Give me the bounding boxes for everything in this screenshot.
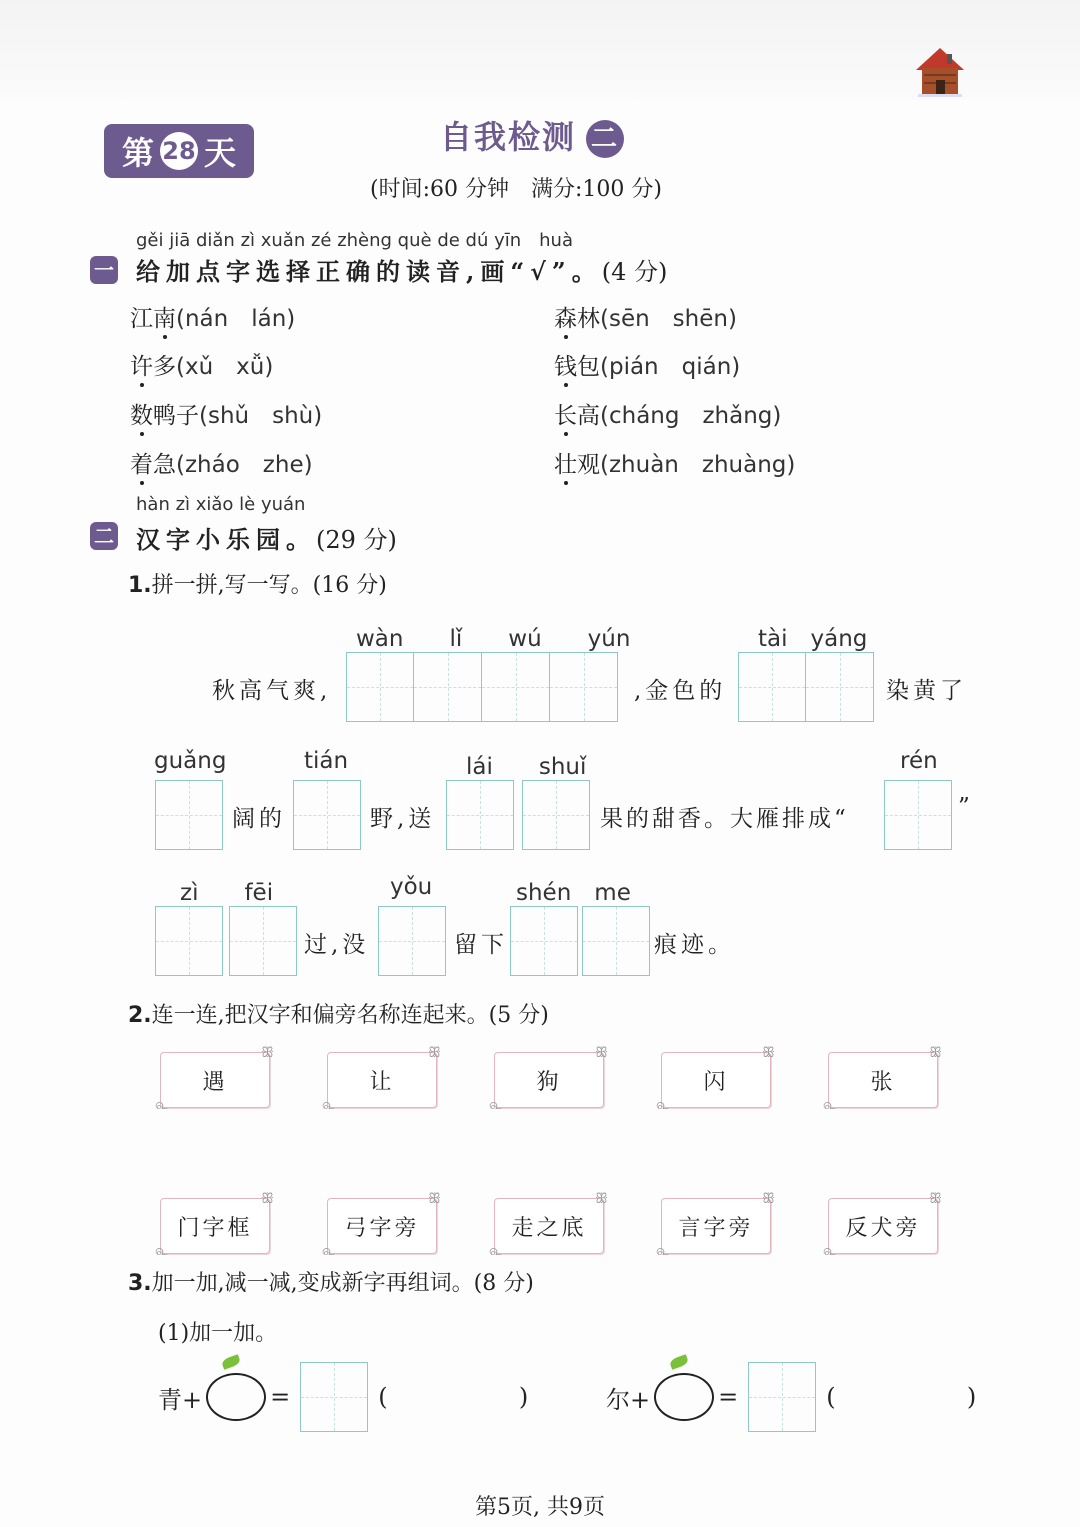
answer-parens[interactable]: ( ) bbox=[378, 1383, 529, 1411]
s1-options: (shǔ shù) bbox=[199, 403, 323, 429]
s1-word: 长高 bbox=[554, 403, 600, 429]
q1-line3-text-1: 过,没 bbox=[304, 932, 370, 958]
section2-heading-text: 汉字小乐园。 bbox=[136, 525, 316, 554]
day-suffix: 天 bbox=[204, 134, 237, 172]
s1-item-6 bbox=[554, 397, 781, 430]
s1-item-7 bbox=[130, 446, 313, 479]
day-badge bbox=[104, 124, 254, 178]
s1-options: (cháng zhǎng) bbox=[600, 403, 782, 429]
section2-score: (29 分) bbox=[316, 526, 397, 554]
card-label: 走之底 bbox=[511, 1215, 587, 1241]
q1-line3-box-2 bbox=[378, 906, 446, 976]
snail-icon: ௳ bbox=[322, 1243, 338, 1259]
writing-box[interactable] bbox=[446, 780, 514, 850]
writing-box[interactable] bbox=[550, 652, 618, 722]
writing-box[interactable] bbox=[155, 906, 223, 976]
writing-box[interactable] bbox=[738, 652, 806, 722]
char-card[interactable] bbox=[322, 1045, 444, 1113]
section1-pinyin: gěi jiā diǎn zì xuǎn zé zhèng què de dú yīn huà bbox=[136, 230, 574, 251]
radical-card[interactable] bbox=[823, 1191, 945, 1259]
snail-icon: ௳ bbox=[823, 1243, 839, 1259]
q1-line1-text-1: 秋高气爽, bbox=[212, 678, 332, 704]
snail-icon: ௳ bbox=[489, 1243, 505, 1259]
card-label: 弓字旁 bbox=[344, 1215, 420, 1241]
writing-box[interactable] bbox=[414, 652, 482, 722]
s1-item-4 bbox=[554, 348, 740, 381]
q1-line2-pinyin-3: lái shuǐ bbox=[466, 754, 587, 780]
s1-item-3 bbox=[130, 348, 273, 381]
q1-line1-text-2: ,金色的 bbox=[634, 678, 727, 704]
s1-word: 钱包 bbox=[554, 354, 600, 380]
snail-icon: ௳ bbox=[656, 1243, 672, 1259]
page-title bbox=[440, 112, 624, 158]
q1-line2-text-1: 阔的 bbox=[232, 806, 286, 832]
q3-equation-2 bbox=[606, 1362, 976, 1432]
butterfly-icon: ꕥ bbox=[929, 1045, 945, 1061]
answer-parens[interactable]: ( ) bbox=[826, 1383, 977, 1411]
writing-box[interactable] bbox=[522, 780, 590, 850]
s1-word: 壮观 bbox=[554, 452, 600, 478]
q3-number: 3. bbox=[128, 1271, 152, 1296]
s1-item-8 bbox=[554, 446, 795, 479]
q1-line2-box-2 bbox=[293, 780, 361, 850]
q2-number: 2. bbox=[128, 1003, 152, 1028]
q1-line2-box-1 bbox=[155, 780, 223, 850]
q1-line2-box-5 bbox=[884, 780, 952, 850]
writing-box[interactable] bbox=[510, 906, 578, 976]
title-text: 自我检测 bbox=[440, 118, 577, 156]
q2-heading bbox=[128, 998, 549, 1029]
snail-icon: ௳ bbox=[823, 1097, 839, 1113]
q1-line2-text-2: 野,送 bbox=[370, 806, 436, 832]
snail-icon: ௳ bbox=[322, 1097, 338, 1113]
section1-heading bbox=[136, 252, 667, 287]
radical-card[interactable] bbox=[656, 1191, 778, 1259]
q1-line3-pinyin-2: yǒu bbox=[390, 874, 433, 900]
snail-icon: ௳ bbox=[489, 1097, 505, 1113]
s1-options: (zháo zhe) bbox=[176, 452, 313, 478]
s1-options: (xǔ xǚ) bbox=[176, 354, 274, 380]
q1-line1-text-3: 染黄了 bbox=[886, 678, 967, 704]
char-card[interactable] bbox=[489, 1045, 611, 1113]
q1-line3-boxes-1 bbox=[155, 906, 297, 976]
char-card[interactable] bbox=[155, 1045, 277, 1113]
butterfly-icon: ꕥ bbox=[261, 1191, 277, 1207]
q2-text: 连一连,把汉字和偏旁名称连起来。(5 分) bbox=[151, 1003, 549, 1028]
q1-line2-pinyin-1: guǎng bbox=[154, 748, 227, 774]
writing-box[interactable] bbox=[293, 780, 361, 850]
butterfly-icon: ꕥ bbox=[261, 1045, 277, 1061]
char-card[interactable] bbox=[656, 1045, 778, 1113]
apple-icon bbox=[206, 1373, 266, 1421]
q1-line1-boxes-1 bbox=[346, 652, 618, 722]
s1-options: (nán lán) bbox=[176, 306, 296, 332]
section1-heading-text: 给加点字选择正确的读音,画“√”。 bbox=[136, 257, 602, 286]
s1-item-5 bbox=[130, 397, 322, 430]
section2-pinyin: hàn zì xiǎo lè yuán bbox=[136, 494, 306, 515]
q3-sub1: (1)加一加。 bbox=[158, 1321, 278, 1346]
day-prefix: 第 bbox=[121, 134, 154, 172]
q1-line2-boxes-4 bbox=[522, 780, 590, 850]
s1-word: 森林 bbox=[554, 306, 600, 332]
writing-box[interactable] bbox=[748, 1362, 816, 1432]
page-footer: 第5页, 共9页 bbox=[475, 1495, 605, 1520]
equals-sign: = bbox=[718, 1383, 739, 1411]
apple-icon bbox=[654, 1373, 714, 1421]
card-label: 张 bbox=[870, 1069, 896, 1095]
writing-box[interactable] bbox=[884, 780, 952, 850]
butterfly-icon: ꕥ bbox=[762, 1045, 778, 1061]
q1-line3-text-3: 痕迹。 bbox=[654, 932, 735, 958]
q1-line3-pinyin-3: shén me bbox=[516, 880, 631, 906]
s1-word: 许多 bbox=[130, 354, 176, 380]
q1-line2-pinyin-2: tián bbox=[304, 748, 349, 774]
house-icon bbox=[912, 44, 968, 100]
s1-word: 江南 bbox=[130, 306, 176, 332]
butterfly-icon: ꕥ bbox=[595, 1191, 611, 1207]
day-number: 28 bbox=[160, 132, 198, 170]
writing-box[interactable] bbox=[155, 780, 223, 850]
char-card[interactable] bbox=[823, 1045, 945, 1113]
s1-item-1 bbox=[130, 300, 295, 333]
q1-heading bbox=[128, 568, 387, 599]
card-label: 让 bbox=[369, 1069, 395, 1095]
time-info: (时间:60 分钟 满分:100 分) bbox=[370, 177, 662, 202]
q1-line2-pinyin-4: rén bbox=[900, 748, 938, 774]
section2-index-icon: 二 bbox=[90, 522, 118, 550]
snail-icon: ௳ bbox=[155, 1243, 171, 1259]
writing-box[interactable] bbox=[806, 652, 874, 722]
card-label: 门字框 bbox=[177, 1215, 253, 1241]
writing-box[interactable] bbox=[300, 1362, 368, 1432]
butterfly-icon: ꕥ bbox=[762, 1191, 778, 1207]
writing-box[interactable] bbox=[582, 906, 650, 976]
butterfly-icon: ꕥ bbox=[929, 1191, 945, 1207]
s1-word: 数鸭子 bbox=[130, 403, 199, 429]
s1-options: (zhuàn zhuàng) bbox=[600, 452, 796, 478]
q3-heading bbox=[128, 1266, 534, 1297]
q1-line1-pinyin-2: tài yáng bbox=[758, 626, 868, 652]
q1-line3-pinyin-1: zì fēi bbox=[180, 880, 274, 906]
card-label: 狗 bbox=[536, 1069, 562, 1095]
q1-line3-boxes-3 bbox=[510, 906, 650, 976]
q1-line2-text-3: 果的甜香。大雁排成“ bbox=[600, 806, 849, 832]
card-label: 言字旁 bbox=[678, 1215, 754, 1241]
butterfly-icon: ꕥ bbox=[428, 1191, 444, 1207]
q1-line1-pinyin-1: wàn lǐ wú yún bbox=[356, 626, 631, 652]
s1-item-2 bbox=[554, 300, 737, 333]
writing-box[interactable] bbox=[229, 906, 297, 976]
title-index: 二 bbox=[586, 120, 624, 158]
radical-card[interactable] bbox=[322, 1191, 444, 1259]
q1-line2-text-4: ” bbox=[958, 794, 974, 820]
s1-options: (sēn shēn) bbox=[600, 306, 737, 332]
section1-score: (4 分) bbox=[601, 258, 668, 286]
eq2-text: 尔+ bbox=[606, 1385, 651, 1414]
q1-number: 1. bbox=[128, 573, 152, 598]
q1-line1-boxes-2 bbox=[738, 652, 874, 722]
q1-text: 拼一拼,写一写。(16 分) bbox=[151, 573, 387, 598]
equals-sign: = bbox=[270, 1383, 291, 1411]
q3-equation-1 bbox=[158, 1362, 528, 1432]
section2-heading bbox=[136, 520, 397, 555]
writing-box[interactable] bbox=[482, 652, 550, 722]
q1-line3-text-2: 留下 bbox=[454, 932, 508, 958]
card-label: 反犬旁 bbox=[845, 1215, 921, 1241]
butterfly-icon: ꕥ bbox=[595, 1045, 611, 1061]
s1-options: (pián qián) bbox=[600, 354, 741, 380]
section1-index-icon: 一 bbox=[90, 256, 118, 284]
writing-box[interactable] bbox=[378, 906, 446, 976]
q1-line2-boxes-3 bbox=[446, 780, 514, 850]
radical-card[interactable] bbox=[155, 1191, 277, 1259]
card-label: 闪 bbox=[703, 1069, 729, 1095]
snail-icon: ௳ bbox=[155, 1097, 171, 1113]
card-label: 遇 bbox=[202, 1069, 228, 1095]
snail-icon: ௳ bbox=[656, 1097, 672, 1113]
writing-box[interactable] bbox=[346, 652, 414, 722]
butterfly-icon: ꕥ bbox=[428, 1045, 444, 1061]
radical-card[interactable] bbox=[489, 1191, 611, 1259]
s1-word: 着急 bbox=[130, 452, 176, 478]
q3-text: 加一加,减一减,变成新字再组词。(8 分) bbox=[151, 1271, 534, 1296]
eq1-text: 青+ bbox=[158, 1385, 203, 1414]
